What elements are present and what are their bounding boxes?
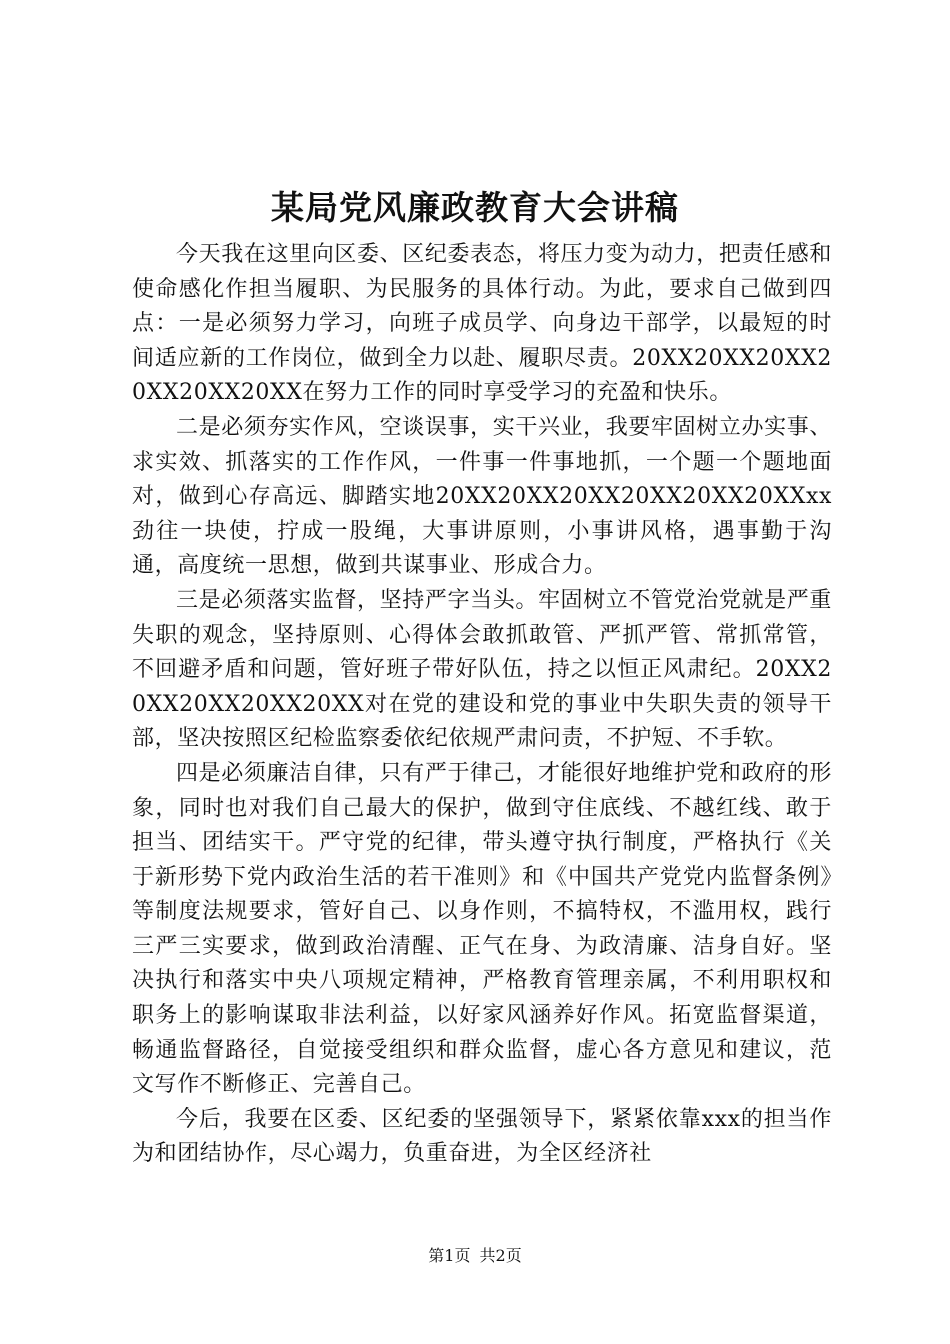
page-total: 共2页	[479, 1246, 522, 1265]
page-footer	[0, 1245, 950, 1267]
paragraph-4: 四是必须廉洁自律，只有严于律己，才能很好地维护党和政府的形象，同时也对我们自己最大的保护，做到守住底线、不越红线、敢于担当、团结实干。严守党的纪律，带头遵守执行制度，严格执行《关于新形势下党内政治生活的若干准则》和《中国共产党党内监督条例》等制度法规要求，管好自己、以身作则，不搞特权，不滥用权，践行三严三实要求，做到政治清醒、正气在身、为政清廉、洁身自好。坚决执行和落实中央八项规定精神，严格教育管理亲属，不利用职权和职务上的影响谋取非法利益，以好家风涵养好作风。拓宽监督渠道，畅通监督路径，自觉接受组织和群众监督，虚心各方意见和建议，范文写作不断修正、完善自己。	[132, 760, 832, 1098]
paragraph-1: 今天我在这里向区委、区纪委表态，将压力变为动力，把责任感和使命感化作担当履职、为民服务的具体行动。为此，要求自己做到四点：一是必须努力学习，向班子成员学、向身边干部学，以最短的时间适应新的工作岗位，做到全力以赴、履职尽责。20XX20XX20XX20XX20XX20XX在努力工作的同时享受学习的充盈和快乐。	[132, 242, 832, 406]
document-body	[132, 238, 832, 1172]
page-number: 第1页	[428, 1246, 471, 1265]
document-title: 某局党风廉政教育大会讲稿	[271, 188, 679, 227]
paragraph-3: 三是必须落实监督，坚持严字当头。牢固树立不管党治党就是严重失职的观念，坚持原则、心得体会敢抓敢管、严抓严管、常抓常管，不回避矛盾和问题，管好班子带好队伍，持之以恒正风肃纪。20XX20XX20XX20XX20XX对在党的建设和党的事业中失职失责的领导干部，坚决按照区纪检监察委依纪依规严肃问责，不护短、不手软。	[132, 587, 832, 752]
paragraph-2: 二是必须夯实作风，空谈误事，实干兴业，我要牢固树立办实事、求实效、抓落实的工作作风，一件事一件事地抓，一个题一个题地面对，做到心存高远、脚踏实地20XX20XX20XX20XX20XX20XXxx劲往一块使，拧成一股绳，大事讲原则，小事讲风格，遇事勤于沟通，高度统一思想，做到共谋事业、形成合力。	[132, 414, 832, 579]
paragraph-5: 今后，我要在区委、区纪委的坚强领导下，紧紧依靠xxx的担当作为和团结协作，尽心竭力，负重奋进，为全区经济社	[132, 1106, 832, 1167]
